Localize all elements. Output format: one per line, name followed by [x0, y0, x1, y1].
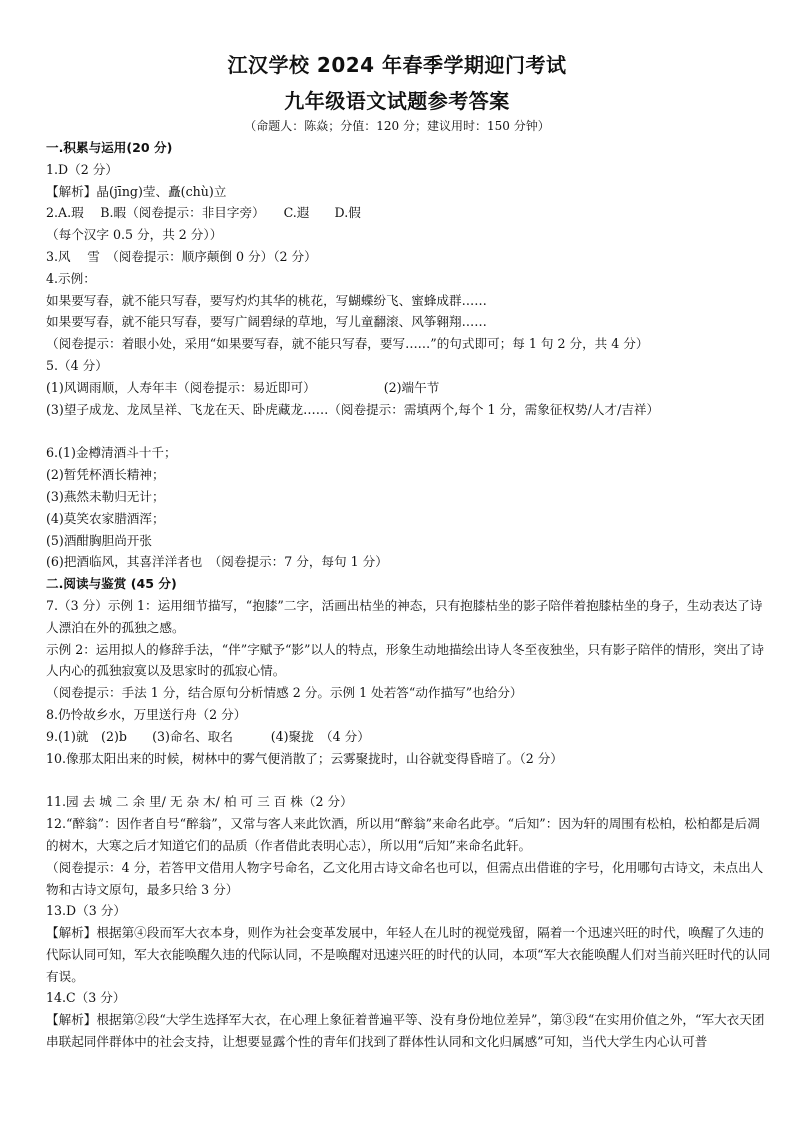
answer-q5-row [46, 377, 772, 399]
note-q7: （阅卷提示：手法 1 分，结合原句分析情感 2 分。示例 1 处若答“动作描写”也给分） [46, 685, 523, 701]
document-title: 江汉学校 2024 年春季学期迎门考试 [227, 53, 567, 77]
answer-q6-3: (3)燕然未勒归无计； [46, 488, 165, 504]
answer-q5-1: (1)风调雨顺，人寿年丰（阅卷提示：易近即可） [46, 379, 316, 395]
answer-q6-6: (6)把酒临风，其喜洋洋者也 （阅卷提示：7 分，每句 1 分） [46, 554, 388, 570]
answer-q4-example-a: 如果要写春，就不能只写春，要写灼灼其华的桃花，写蝴蝶纷飞、蜜蜂成群…… [46, 292, 487, 308]
answer-q4-example-b: 如果要写春，就不能只写春，要写广阔碧绿的草地，写儿童翻滚、风筝翱翔…… [46, 314, 487, 330]
answer-q8: 8.仍怜故乡水，万里送行舟（2 分） [46, 706, 247, 722]
document-subtitle: 九年级语文试题参考答案 [284, 89, 510, 113]
answer-q11: 11.园 去 城 二 余 里/ 无 杂 木/ 柏 可 三 百 株（2 分） [46, 794, 353, 810]
note-q14: 【解析】根据第②段“大学生选择军大衣，在心理上象征着普遍平等、没有身份地位差异”，第③段“在实用价值之外，“军大衣天团串联起同伴群体中的社会支持，让想要显露个性的青年们找到了群体性认同和文化归属感”可知，当代大学生内心认可普 [46, 1012, 765, 1050]
answer-q12: 12.“醉翁”：因作者自号“醉翁”，又常与客人来此饮酒，所以用“醉翁”来命名此亭。“后知”：因为轩的周围有松柏，松柏都是后凋的树木，大寒之后才知道它们的品质（作者借此表明心志），所以用“后知”来命名此轩。 [46, 816, 760, 853]
answer-q6-5: (5)酒酣胸胆尚开张 [46, 532, 152, 548]
note-q13: 【解析】根据第④段而军大衣本身，则作为社会变革发展中，年轻人在儿时的视觉残留，隔着一个迅速兴旺的时代，唤醒了久违的代际认同可知，军大衣能唤醒久违的代际认同，不是唤醒对迅速兴旺的时代的认同，本项“军大衣能唤醒人们对当前兴旺时代的认同有误。 [46, 925, 771, 984]
answer-q6-2: (2)暂凭杯酒长精神； [46, 467, 165, 483]
note-q4: （阅卷提示：着眼小处，采用“如果要写春，就不能只写春，要写……”的句式即可；每 1 句 2 分，共 4 分） [46, 336, 649, 352]
answer-q10: 10.像那太阳出来的时候，树林中的雾气便消散了；云雾聚拢时，山谷就变得昏暗了。（2 分） [46, 750, 563, 766]
answer-q7-example-1: 7.（3 分）示例 1：运用细节描写，“抱膝”二字，活画出枯坐的神态，只有抱膝枯坐的影子陪伴着抱膝枯坐的身子，生动表达了诗人漂泊在外的孤独之感。 [46, 597, 763, 635]
exam-meta: （命题人：陈焱；分值：120 分；建议用时：150 分钟） [244, 119, 550, 133]
answer-q9: 9.(1)就 (2)b (3)命名、取名 (4)聚拢 （4 分） [46, 728, 370, 744]
answer-q3: 3.风 雪 （阅卷提示：顺序颠倒 0 分）（2 分） [46, 248, 317, 264]
answer-q5-3: (3)望子成龙、龙凤呈祥、飞龙在天、卧虎藏龙……（阅卷提示：需填两个,每个 1 分，需象征权势/人才/吉祥） [46, 401, 660, 417]
section-heading-1: 一.积累与运用(20 分) [46, 140, 173, 155]
answer-q1: 1.D（2 分） [46, 161, 118, 177]
answer-q5: 5.（4 分） [46, 357, 108, 373]
section-heading-2: 二.阅读与鉴赏 (45 分) [46, 576, 177, 592]
spacer [46, 420, 772, 442]
note-q2: （每个汉字 0.5 分，共 2 分）） [46, 227, 223, 243]
answer-q2: 2.A.瑕 B.暇（阅卷提示：非目字旁） C.遐 D.假 [46, 205, 361, 221]
answer-q13: 13.D（3 分） [46, 903, 126, 919]
answer-q6-1: 6.(1)金樽清酒斗十千； [46, 445, 177, 461]
answer-q7-example-2: 示例 2：运用拟人的修辞手法，“伴”字赋予“影”以人的特点，形象生动地描绘出诗人冬至夜独坐，只有影子陪伴的情形，突出了诗人内心的孤独寂寞以及思家时的孤寂心情。 [46, 641, 764, 679]
note-q1: 【解析】晶(jīng)莹、矗(chù)立 [46, 183, 227, 199]
answer-q6-4: (4)莫笑农家腊酒浑； [46, 510, 165, 526]
spacer [46, 769, 772, 791]
note-q12: （阅卷提示：4 分，若答甲文借用人物字号命名，乙文化用古诗文命名也可以，但需点出借谁的字号，化用哪句古诗文，未点出人物和古诗文原句，最多只给 3 分） [46, 859, 764, 897]
answers-body [46, 137, 772, 1053]
answer-q5-2: (2)端午节 [383, 379, 440, 395]
answer-q4: 4.示例： [46, 270, 96, 286]
answer-q14: 14.C（3 分） [46, 990, 126, 1006]
